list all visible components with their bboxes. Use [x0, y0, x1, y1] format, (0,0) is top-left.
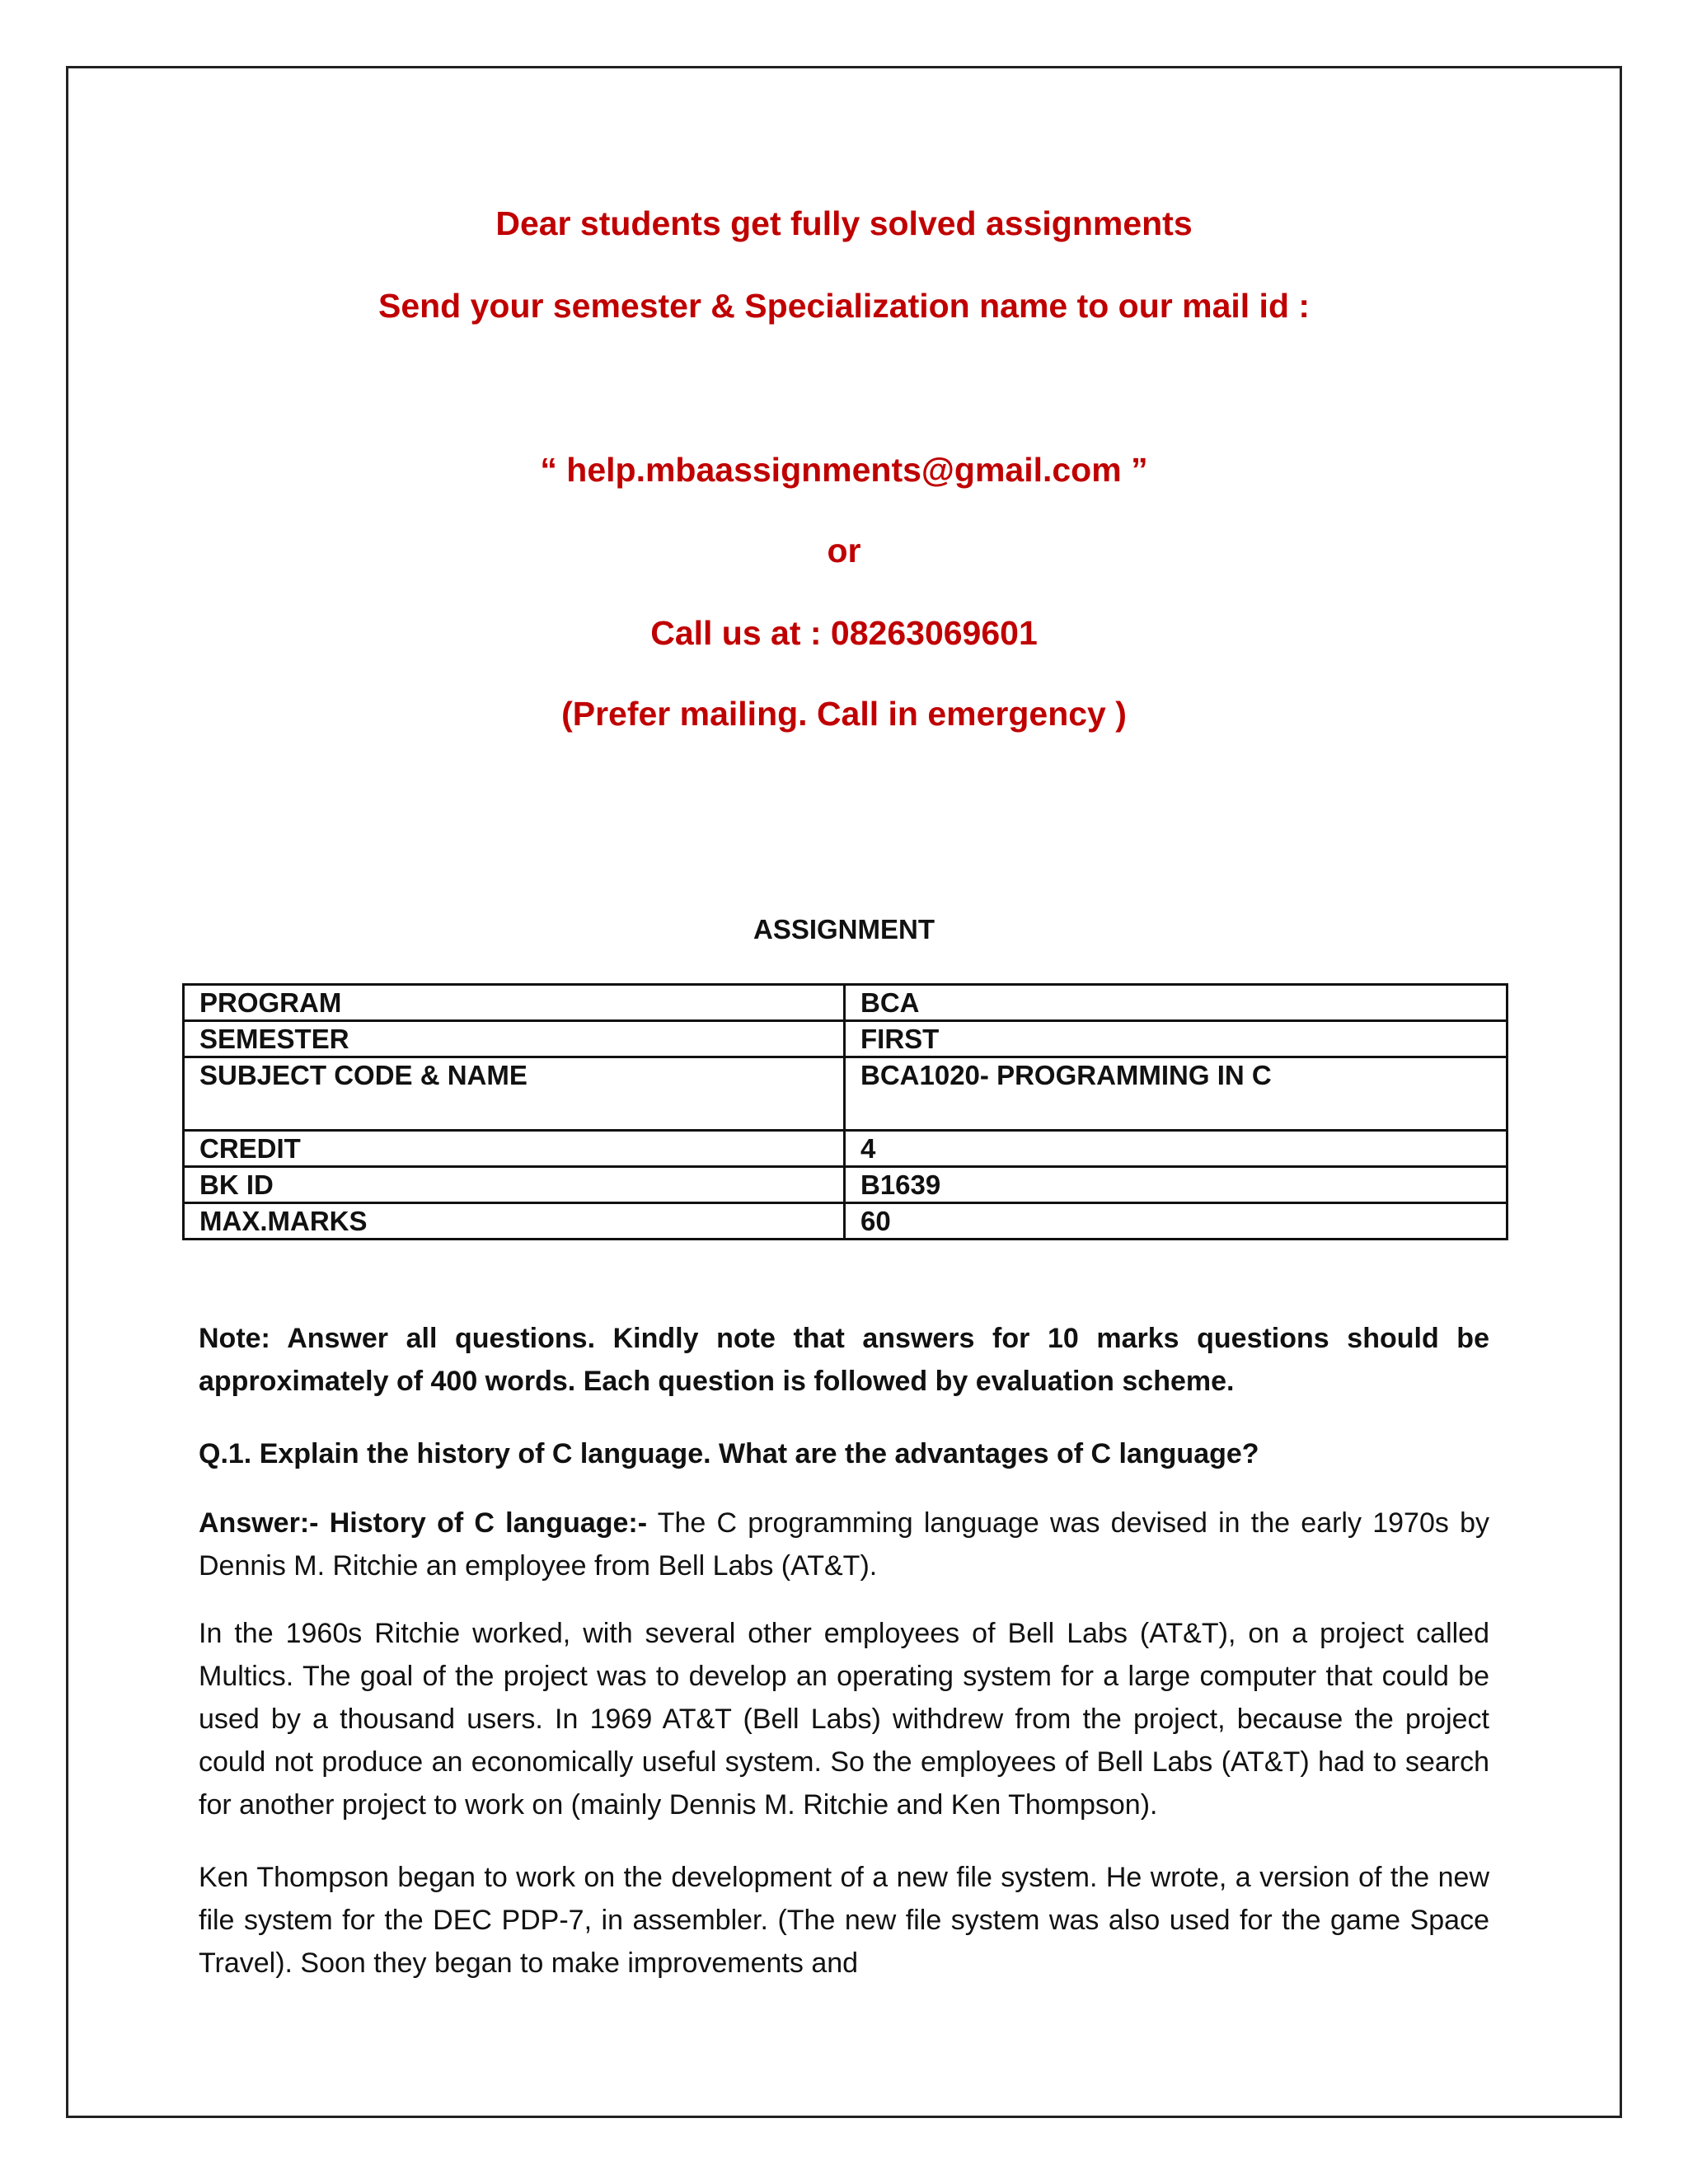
table-value: 60: [845, 1203, 1507, 1240]
promo-prefer-note: (Prefer mailing. Call in emergency ): [561, 695, 1127, 733]
table-label: MAX.MARKS: [184, 1203, 845, 1240]
promo-heading: Dear students get fully solved assignments: [495, 204, 1193, 242]
table-row: [184, 1131, 1507, 1167]
table-label: PROGRAM: [184, 985, 845, 1021]
table-value: FIRST: [845, 1021, 1507, 1057]
table-label: SUBJECT CODE & NAME: [184, 1057, 845, 1131]
table-label: SEMESTER: [184, 1021, 845, 1057]
table-row: [184, 1021, 1507, 1057]
body-paragraph-2: In the 1960s Ritchie worked, with several other employees of Bell Labs (AT&T), on a project called Multics. The goal of the project was to develop an operating system for a large computer that could be used by a thousand users. In 1969 AT&T (Bell Labs) withdrew from the project, because the project could not produce an economically useful system. So the employees of Bell Labs (AT&T) had to search for another project to work on (mainly Dennis M. Ritchie and Ken Thompson).: [199, 1618, 1489, 1821]
answer-paragraph: [199, 1502, 1489, 1587]
body-paragraph-3: Ken Thompson began to work on the development of a new file system. He wrote, a version of the new file system for the DEC PDP-7, in assembler. (The new file system was also used for the game Space Travel). Soon they began to make improvements and: [199, 1862, 1489, 1979]
table-row: [184, 1167, 1507, 1203]
answer-text: The C programming language was devised in the early 1970s by Dennis M. Ritchie an employee from Bell Labs (AT&T).: [199, 1507, 1489, 1582]
table-row: [184, 985, 1507, 1021]
question-1: Q.1. Explain the history of C language. What are the advantages of C language?: [199, 1438, 1259, 1469]
table-row: [184, 1203, 1507, 1240]
table-label: BK ID: [184, 1167, 845, 1203]
promo-or: or: [827, 532, 861, 569]
table-value: B1639: [845, 1167, 1507, 1203]
table-value: BCA: [845, 985, 1507, 1021]
promo-email[interactable]: “ help.mbaassignments@gmail.com ”: [540, 451, 1148, 489]
assignment-info-table: [182, 983, 1508, 1240]
answer-label: Answer:- History of C language:-: [199, 1507, 648, 1539]
note-paragraph: Note: Answer all questions. Kindly note that answers for 10 marks questions should be approximately of 400 words. Each question is followed by evaluation scheme.: [199, 1323, 1489, 1397]
promo-phone[interactable]: Call us at : 08263069601: [650, 614, 1038, 652]
table-value: 4: [845, 1131, 1507, 1167]
table-label: CREDIT: [184, 1131, 845, 1167]
assignment-title: ASSIGNMENT: [753, 914, 935, 944]
promo-instruction: Send your semester & Specialization name to our mail id :: [377, 287, 1311, 325]
table-value: BCA1020- PROGRAMMING IN C: [845, 1057, 1507, 1131]
table-row: [184, 1057, 1507, 1131]
